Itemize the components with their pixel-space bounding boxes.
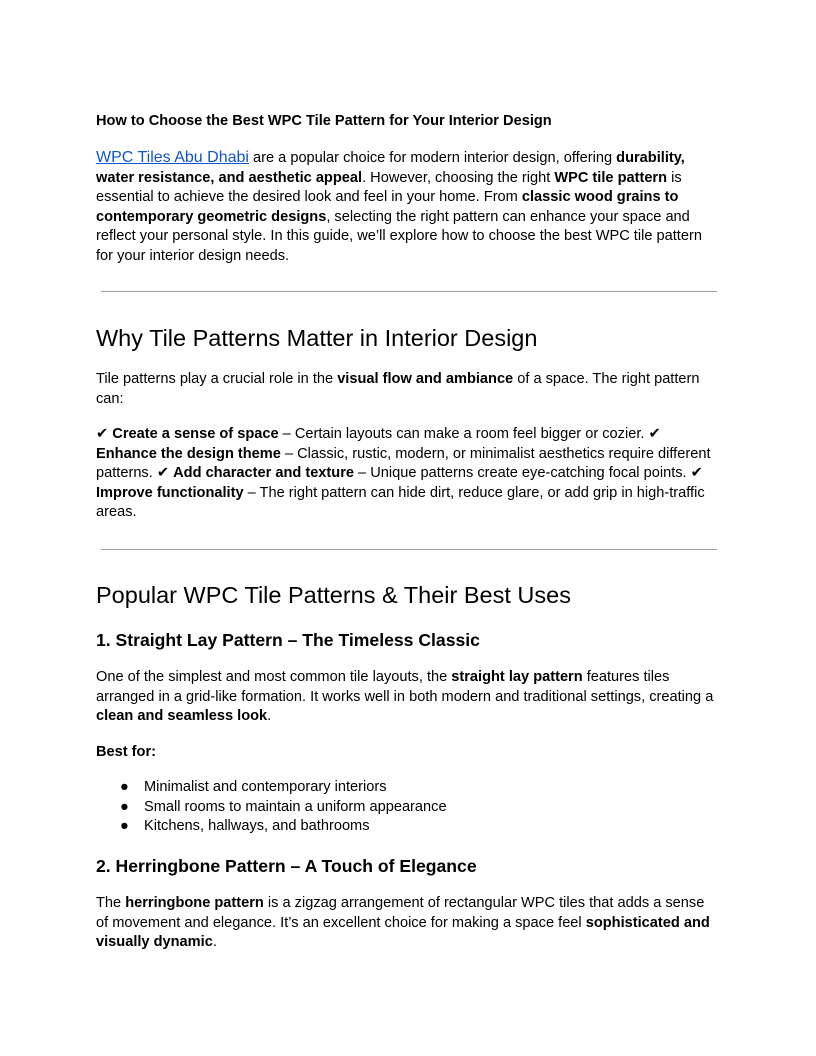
best-for-list bbox=[96, 778, 718, 837]
list-item-text: Small rooms to maintain a uniform appearance bbox=[144, 798, 447, 815]
list-item bbox=[96, 778, 718, 798]
checklist-bold-1: Create a sense of space bbox=[112, 426, 279, 442]
checklist-text-1: – Certain layouts can make a room feel bigger or cozier. bbox=[278, 426, 649, 442]
intro-bold-1: durability, water resistance, and aesthetic appeal bbox=[96, 150, 685, 186]
intro-text-3: is essential to achieve the desired look and feel in your home. From bbox=[96, 169, 682, 205]
subheading-straight-lay: 1. Straight Lay Pattern – The Timeless Classic bbox=[96, 630, 480, 650]
checklist-text-3: – Unique patterns create eye-catching focal points. bbox=[354, 465, 691, 481]
list-item-text: Kitchens, hallways, and bathrooms bbox=[144, 818, 370, 834]
checklist-text-4: – The right pattern can hide dirt, reduce glare, or add grip in high-traffic areas. bbox=[96, 484, 705, 520]
subheading-herringbone: 2. Herringbone Pattern – A Touch of Elegance bbox=[96, 856, 477, 876]
check-icon: ✔ bbox=[96, 426, 109, 442]
straight-lay-text-1: One of the simplest and most common tile layouts, the bbox=[96, 669, 452, 685]
intro-bold-2: WPC tile pattern bbox=[554, 169, 668, 186]
intro-text-1: are a popular choice for modern interior design, offering bbox=[248, 150, 617, 166]
bullet-icon: ● bbox=[120, 779, 129, 795]
horizontal-divider-2 bbox=[101, 549, 717, 550]
straight-lay-text-3: . bbox=[267, 708, 272, 724]
herringbone-paragraph bbox=[96, 894, 718, 953]
bullet-icon: ● bbox=[120, 818, 129, 834]
section1-intro-paragraph bbox=[96, 370, 718, 409]
section-heading-popular-patterns: Popular WPC Tile Patterns & Their Best Uses bbox=[96, 582, 571, 608]
checklist-bold-4: Improve functionality bbox=[96, 484, 244, 501]
section-heading-why-patterns: Why Tile Patterns Matter in Interior Design bbox=[96, 325, 538, 351]
straight-lay-bold-2: clean and seamless look bbox=[96, 708, 268, 724]
straight-lay-text-2: features tiles arranged in a grid-like formation. It works well in both modern and traditional settings, creating a bbox=[96, 669, 714, 705]
list-item bbox=[96, 798, 718, 818]
best-for-label bbox=[96, 743, 718, 763]
intro-bold-3: classic wood grains to contemporary geometric designs bbox=[96, 189, 679, 225]
herringbone-text-2: is a zigzag arrangement of rectangular WPC tiles that adds a sense of movement and elegance. It’s an excellent choice for making a space feel bbox=[96, 895, 705, 931]
intro-text-2: . However, choosing the right bbox=[362, 169, 555, 186]
straight-lay-paragraph bbox=[96, 668, 718, 727]
herringbone-text-3: . bbox=[212, 934, 217, 950]
straight-lay-bold-1: straight lay pattern bbox=[451, 669, 583, 685]
herringbone-bold-1: herringbone pattern bbox=[125, 895, 264, 911]
checklist-bold-3: Add character and texture bbox=[173, 465, 354, 481]
intro-paragraph bbox=[96, 148, 718, 266]
check-icon: ✔ bbox=[156, 465, 170, 481]
intro-text-4: , selecting the right pattern can enhance your space and reflect your personal style. In this guide, we’ll explore how to choose the best WPC tile pattern for your interior design needs. bbox=[96, 208, 702, 264]
section1-bold-1: visual flow and ambiance bbox=[337, 371, 514, 387]
checklist-paragraph bbox=[96, 425, 718, 523]
list-item bbox=[96, 817, 718, 837]
checklist-text-2: – Classic, rustic, modern, or minimalist aesthetics require different patterns. bbox=[96, 445, 711, 481]
check-icon: ✔ bbox=[690, 465, 703, 481]
herringbone-bold-2: sophisticated and visually dynamic bbox=[96, 914, 710, 950]
document-title: How to Choose the Best WPC Tile Pattern for Your Interior Design bbox=[96, 113, 552, 129]
wpc-tiles-abu-dhabi-link[interactable]: WPC Tiles Abu Dhabi bbox=[96, 149, 249, 166]
horizontal-divider-1 bbox=[101, 291, 717, 292]
best-for-text: Best for: bbox=[96, 744, 156, 760]
check-icon: ✔ bbox=[648, 426, 661, 442]
bullet-icon: ● bbox=[120, 798, 129, 815]
list-item-text: Minimalist and contemporary interiors bbox=[144, 779, 387, 795]
herringbone-text-1: The bbox=[96, 895, 126, 911]
section1-text-2: of a space. The right pattern can: bbox=[96, 371, 700, 407]
section1-text-1: Tile patterns play a crucial role in the bbox=[96, 371, 338, 387]
checklist-bold-2: Enhance the design theme bbox=[96, 445, 281, 462]
